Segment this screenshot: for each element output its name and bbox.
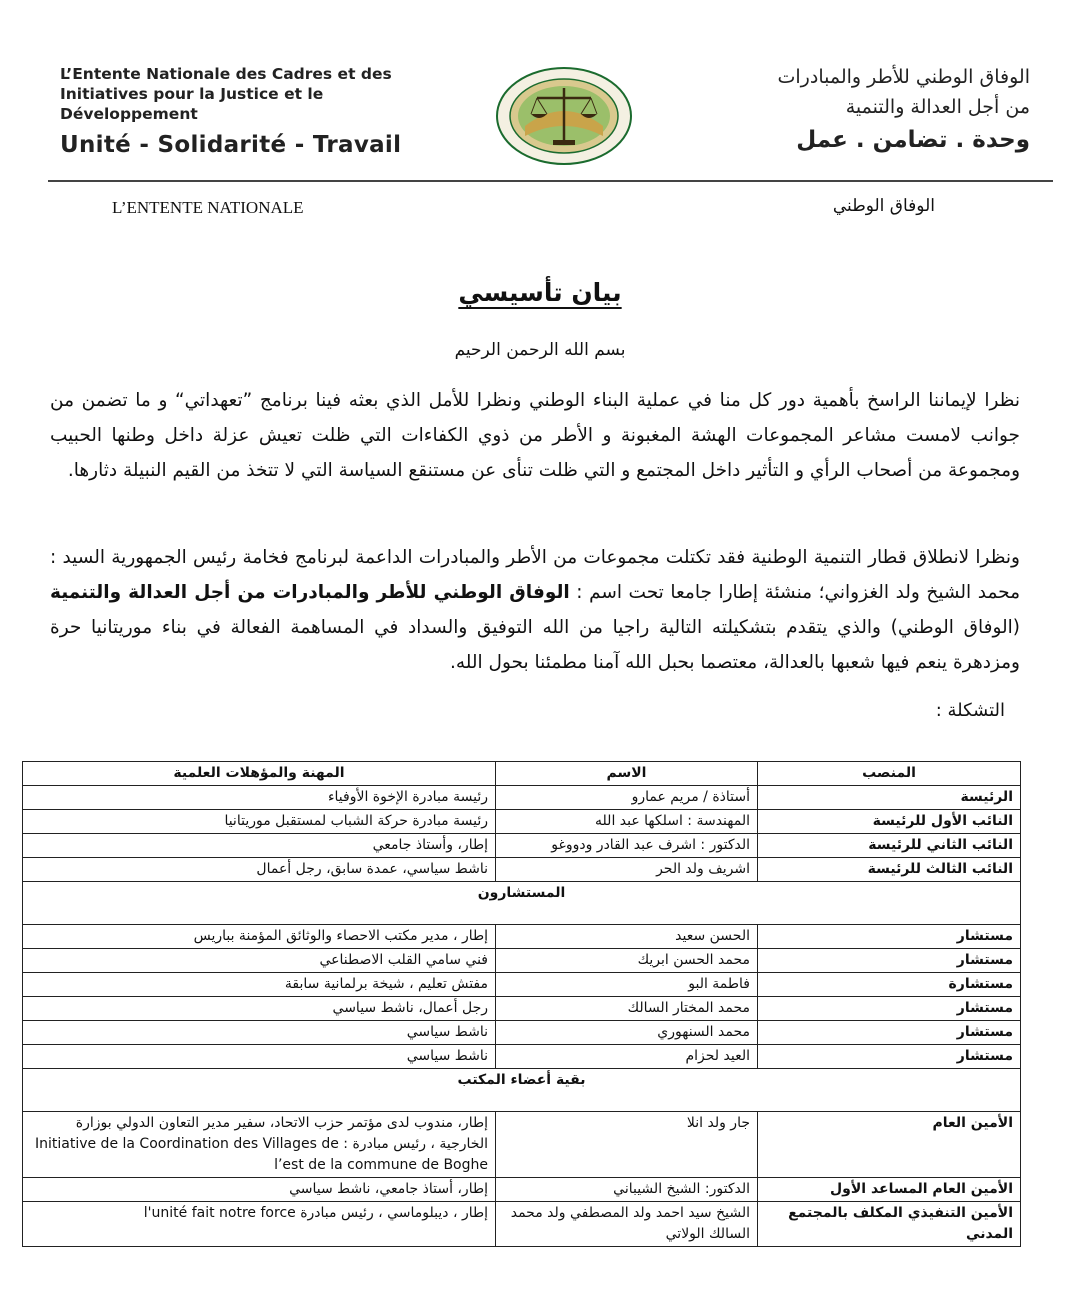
role-cell: النائب الأول للرئيسة	[758, 810, 1021, 834]
organization-logo-icon	[495, 66, 633, 166]
organization-name-ar-line2: من أجل العدالة والتنمية	[845, 96, 1030, 118]
subheader-ar: الوفاق الوطني	[832, 196, 935, 216]
table-row	[23, 786, 1021, 810]
profession-cell: إطار ، ديبلوماسي ، رئيس مبادرة l'unité fait notre force	[23, 1202, 496, 1247]
role-cell: مستشارة	[758, 973, 1021, 997]
document-title-text: بيان تأسيسي	[458, 278, 622, 307]
paragraph-2-organization-name: الوفاق الوطني للأطر والمبادرات من أجل العدالة والتنمية	[50, 582, 570, 603]
table-row	[23, 1178, 1021, 1202]
table-row	[23, 973, 1021, 997]
section-title-advisors: المستشارون	[23, 882, 1021, 925]
section-title-office: بقية أعضاء المكتب	[23, 1069, 1021, 1112]
name-cell: محمد الحسن ابريك	[496, 949, 758, 973]
profession-cell: إطار ، مدير مكتب الاحصاء والوثائق المؤمنة بباريس	[23, 925, 496, 949]
profession-cell: رئيسة مبادرة الإخوة الأوفياء	[23, 786, 496, 810]
profession-cell: رجل أعمال، ناشط سياسي	[23, 997, 496, 1021]
table-header-row	[23, 762, 1021, 786]
letterhead	[0, 0, 1080, 190]
name-cell: جار ولد انلا	[496, 1112, 758, 1178]
letterhead-arabic	[670, 62, 1030, 158]
table-row	[23, 858, 1021, 882]
role-cell: مستشار	[758, 997, 1021, 1021]
role-cell: النائب الثاني للرئيسة	[758, 834, 1021, 858]
name-cell: الحسن سعيد	[496, 925, 758, 949]
motto-ar: وحدة . تضامن . عمل	[796, 127, 1030, 153]
table-row	[23, 949, 1021, 973]
paragraph-2	[50, 540, 1020, 680]
header-profession: المهنة والمؤهلات العلمية	[23, 762, 496, 786]
profession-cell: إطار، أستاذ جامعي، ناشط سياسي	[23, 1178, 496, 1202]
role-cell: الأمين التنفيذي المكلف بالمجتمع المدني	[758, 1202, 1021, 1247]
name-cell: أستاذة / مريم عمارو	[496, 786, 758, 810]
role-cell: مستشار	[758, 925, 1021, 949]
composition-table	[22, 761, 1021, 1247]
motto-fr: Unité - Solidarité - Travail	[60, 132, 402, 158]
subheader-fr: L’ENTENTE NATIONALE	[112, 198, 304, 217]
role-cell: الأمين العام	[758, 1112, 1021, 1178]
profession-cell: ناشط سياسي، عمدة سابق، رجل أعمال	[23, 858, 496, 882]
profession-cell: مفتش تعليم ، شيخة برلمانية سابقة	[23, 973, 496, 997]
organization-name-fr: L’Entente Nationale des Cadres et des Initiatives pour la Justice et le Développement	[60, 65, 392, 123]
table-row	[23, 1021, 1021, 1045]
header-divider	[48, 180, 1053, 182]
profession-cell: ناشط سياسي	[23, 1021, 496, 1045]
letterhead-french	[60, 64, 460, 158]
role-cell: الأمين العام المساعد الأول	[758, 1178, 1021, 1202]
section-row-advisors	[23, 882, 1021, 925]
header-name: الاسم	[496, 762, 758, 786]
table-row	[23, 810, 1021, 834]
name-cell: فاطمة البو	[496, 973, 758, 997]
header-role: المنصب	[758, 762, 1021, 786]
table-row	[23, 925, 1021, 949]
table-row	[23, 997, 1021, 1021]
name-cell: اشريف ولد الحر	[496, 858, 758, 882]
paragraph-2-part2: (الوفاق الوطني) والذي يتقدم بتشكيلته التالية راجيا من الله التوفيق والسداد في المساهمة الفعالة في بناء موريتانيا حرة ومزدهرة ينعم فيها شعبها بالعدالة، معتصما بحبل الله آمنا مطمئنا بحول الله.	[50, 617, 1020, 673]
name-cell: الدكتور: الشيخ الشيباني	[496, 1178, 758, 1202]
table-row	[23, 1202, 1021, 1247]
composition-label: التشكلة :	[935, 700, 1005, 721]
table-row	[23, 1112, 1021, 1178]
profession-cell: فني سامي القلب الاصطناعي	[23, 949, 496, 973]
table-row	[23, 1045, 1021, 1069]
profession-cell: ناشط سياسي	[23, 1045, 496, 1069]
role-cell: النائب الثالث للرئيسة	[758, 858, 1021, 882]
basmala: بسم الله الرحمن الرحيم	[454, 340, 626, 360]
name-cell: محمد السنهوري	[496, 1021, 758, 1045]
role-cell: مستشار	[758, 949, 1021, 973]
section-row-office	[23, 1069, 1021, 1112]
name-cell: المهندسة : اسلكها عبد الله	[496, 810, 758, 834]
role-cell: مستشار	[758, 1045, 1021, 1069]
name-cell: العيد لحزام	[496, 1045, 758, 1069]
role-cell: مستشار	[758, 1021, 1021, 1045]
organization-name-ar-line1: الوفاق الوطني للأطر والمبادرات	[777, 66, 1030, 88]
role-cell: الرئيسة	[758, 786, 1021, 810]
name-cell: محمد المختار السالك	[496, 997, 758, 1021]
name-cell: الدكتور : اشرف عبد القادر ودووغو	[496, 834, 758, 858]
name-cell: الشيخ سيد احمد ولد المصطفي ولد محمد السالك الولاتي	[496, 1202, 758, 1247]
profession-cell: رئيسة مبادرة حركة الشباب لمستقبل موريتانيا	[23, 810, 496, 834]
profession-cell: إطار، وأستاذ جامعي	[23, 834, 496, 858]
profession-cell: إطار، مندوب لدى مؤتمر حزب الاتحاد، سفير مدير التعاون الدولي بوزارة الخارجية ، رئيس مبادرة : Initiative de la Coordination des Villages de l’est de la commune de Boghe	[23, 1112, 496, 1178]
document-title	[0, 278, 1080, 307]
table-row	[23, 834, 1021, 858]
paragraph-2-part1: ونظرا لانطلاق قطار التنمية الوطنية فقد تكتلت مجموعات من الأطر والمبادرات الداعمة لبرنامج فخامة رئيس الجمهورية السيد : محمد الشيخ ولد الغزواني؛ منشئة إطارا جامعا تحت اسم :	[50, 547, 1020, 603]
paragraph-1: نظرا لإيماننا الراسخ بأهمية دور كل منا في عملية البناء الوطني ونظرا للأمل الذي بعثه فينا برنامج ”تعهداتي“ و ما تضمن من جوانب لامست مشاعر المجموعات الهشة المغبونة و الأطر من ذوي الكفاءات التي ظلت تعيش عزلة داخل وطنها الحبيب ومجموعة من أصحاب الرأي و التأثير داخل المجتمع و التي ظلت تنأى عن مستنقع السياسة التي لا تتخذ من القيم النبيلة دثارها.	[50, 390, 1020, 481]
